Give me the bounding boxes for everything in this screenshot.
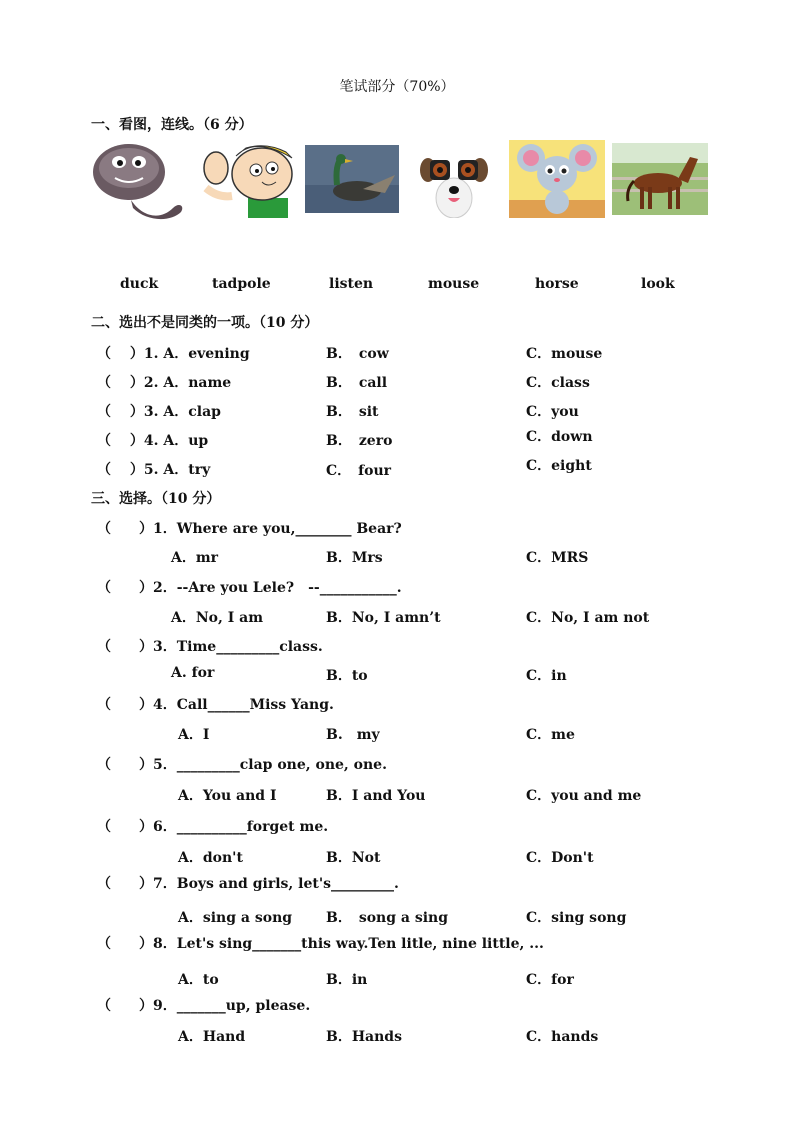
s2-q5-c: C．eight [526,458,592,474]
dog-binoculars-image [418,150,490,218]
s2-q5-b: C． four [326,463,392,479]
s2-q1-b: B． cow [326,346,389,362]
word-mouse: mouse [428,276,480,292]
s2-q4-c: C．down [526,429,593,445]
s2-q3-c: C．you [526,404,579,420]
s3-q4-c: C．me [526,727,575,743]
s3-q3-c: C．in [526,668,567,684]
duck-image [305,145,399,213]
s3-q2: （ ）2．--Are you Lele? --___________. [97,580,402,596]
s2-q4: （ ）4. A．up [97,433,209,449]
s3-q5: （ ）5．_________clap one, one, one. [97,757,387,773]
s3-q8-a: A．to [178,972,219,988]
s3-q8-c: C．for [526,972,574,988]
word-horse: horse [535,276,579,292]
s3-q5-a: A．You and I [178,788,277,804]
s3-q6-a: A．don't [178,850,243,866]
boy-listening-image [196,138,296,218]
s3-q7-c: C．sing song [526,910,627,926]
word-look: look [641,276,675,292]
s3-q1: （ ）1．Where are you,________ Bear? [97,521,402,537]
s3-q1-c: C．MRS [526,550,589,566]
word-duck: duck [120,276,159,292]
s2-q2: （ ）2. A．name [97,375,232,391]
s3-q2-b: B．No, I amn’t [326,610,441,626]
s3-q6: （ ）6．__________forget me. [97,819,329,835]
s3-q7: （ ）7．Boys and girls, let's_________. [97,876,399,892]
s3-q3-b: B．to [326,668,368,684]
s3-q8: （ ）8．Let's sing_______this way.Ten litle, nine little, ... [97,936,544,952]
s3-q1-b: B．Mrs [326,550,383,566]
s2-q3-b: B． sit [326,404,379,420]
s2-q1-c: C．mouse [526,346,603,362]
s2-q2-b: B． call [326,375,388,391]
s3-q5-b: B．I and You [326,788,426,804]
s3-q9: （ ）9．_______up, please. [97,998,311,1014]
s2-q1: （ ）1. A．evening [97,346,250,362]
mouse-image [509,140,605,218]
s3-q3-a: A. for [171,665,215,681]
s3-q5-c: C．you and me [526,788,642,804]
section2-heading: 二、选出不是同类的一项。（10 分） [91,315,319,331]
word-listen: listen [329,276,374,292]
s2-q5: （ ）5. A．try [97,462,211,478]
s2-q4-b: B． zero [326,433,393,449]
s3-q7-b: B． song a sing [326,910,449,926]
s3-q1-a: A．mr [171,550,219,566]
s2-q3: （ ）3. A．clap [97,404,221,420]
s3-q7-a: A．sing a song [178,910,293,926]
horse-image [612,143,708,215]
s3-q6-b: B．Not [326,850,381,866]
section3-heading: 三、选择。（10 分） [91,491,221,507]
word-tadpole: tadpole [212,276,271,292]
s3-q4-b: B. my [326,727,380,743]
section1-heading: 一、看图，连线。（6 分） [91,117,253,133]
s3-q4: （ ）4．Call______Miss Yang. [97,697,334,713]
s3-q2-c: C．No, I am not [526,610,650,626]
s2-q2-c: C．class [526,375,590,391]
s3-q9-b: B．Hands [326,1029,402,1045]
s3-q9-c: C．hands [526,1029,599,1045]
tadpole-image [91,138,187,222]
s3-q3: （ ）3．Time_________class. [97,639,323,655]
s3-q8-b: B．in [326,972,368,988]
page-title: 笔试部分（70%） [339,79,455,95]
s3-q9-a: A．Hand [178,1029,246,1045]
s3-q6-c: C．Don't [526,850,594,866]
s3-q4-a: A．I [178,727,210,743]
s3-q2-a: A．No, I am [171,610,264,626]
